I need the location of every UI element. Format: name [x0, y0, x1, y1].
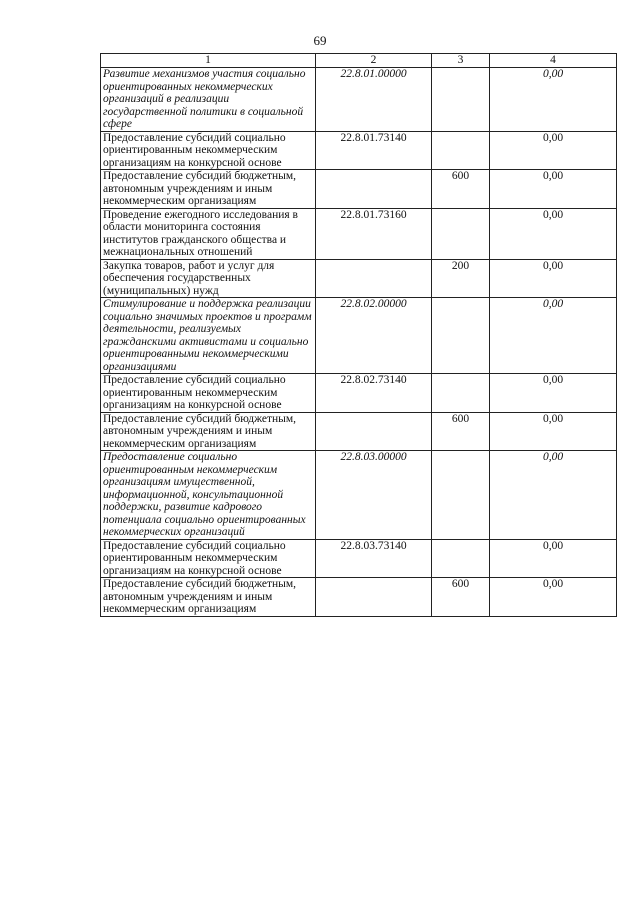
table-row — [101, 170, 617, 209]
cell-name: Предоставление субсидий бюджетным, автономным учреждениям и иным некоммерческим организациям — [101, 170, 316, 209]
cell-name: Проведение ежегодного исследования в области мониторинга состояния институтов гражданского общества и межнациональных отношений — [101, 208, 316, 259]
cell-name: Предоставление субсидий бюджетным, автономным учреждениям и иным некоммерческим организациям — [101, 412, 316, 451]
cell-type — [432, 539, 490, 578]
cell-amount: 0,00 — [490, 539, 617, 578]
cell-type — [432, 68, 490, 132]
cell-type: 600 — [432, 412, 490, 451]
table-row — [101, 374, 617, 413]
budget-table — [100, 53, 617, 617]
cell-name: Предоставление субсидий социально ориентированным некоммерческим организациям на конкурсной основе — [101, 374, 316, 413]
header-col-3: 3 — [432, 54, 490, 68]
cell-name: Предоставление социально ориентированным некоммерческим организациям имущественной, информационной, консультационной поддержки, развитие кадрового потенциала социально ориентированных некоммерческих организаций — [101, 451, 316, 540]
table-header-row — [101, 54, 617, 68]
cell-code: 22.8.01.73140 — [316, 131, 432, 170]
table-row — [101, 412, 617, 451]
header-col-1: 1 — [101, 54, 316, 68]
cell-code: 22.8.02.73140 — [316, 374, 432, 413]
cell-type — [432, 131, 490, 170]
cell-amount: 0,00 — [490, 298, 617, 374]
table-row — [101, 68, 617, 132]
table-row — [101, 298, 617, 374]
cell-type — [432, 298, 490, 374]
table-row — [101, 578, 617, 617]
cell-code — [316, 170, 432, 209]
cell-amount: 0,00 — [490, 412, 617, 451]
cell-amount: 0,00 — [490, 131, 617, 170]
cell-code: 22.8.03.00000 — [316, 451, 432, 540]
cell-code: 22.8.01.00000 — [316, 68, 432, 132]
cell-code — [316, 259, 432, 298]
cell-name: Развитие механизмов участия социально ориентированных некоммерческих организаций в реализации государственной политики в социальной сфере — [101, 68, 316, 132]
table-row — [101, 451, 617, 540]
cell-name: Стимулирование и поддержка реализации социально значимых проектов и программ деятельности, реализуемых гражданскими активистами и социально ориентированными некоммерческими организациями — [101, 298, 316, 374]
cell-code — [316, 412, 432, 451]
header-col-4: 4 — [490, 54, 617, 68]
cell-amount: 0,00 — [490, 259, 617, 298]
table-row — [101, 208, 617, 259]
cell-type: 600 — [432, 578, 490, 617]
cell-type: 600 — [432, 170, 490, 209]
cell-type — [432, 451, 490, 540]
cell-name: Предоставление субсидий бюджетным, автономным учреждениям и иным некоммерческим организациям — [101, 578, 316, 617]
table-row — [101, 539, 617, 578]
cell-amount: 0,00 — [490, 578, 617, 617]
cell-amount: 0,00 — [490, 451, 617, 540]
cell-code — [316, 578, 432, 617]
cell-amount: 0,00 — [490, 170, 617, 209]
table-row — [101, 131, 617, 170]
cell-code: 22.8.01.73160 — [316, 208, 432, 259]
cell-name: Закупка товаров, работ и услуг для обеспечения государственных (муниципальных) нужд — [101, 259, 316, 298]
header-col-2: 2 — [316, 54, 432, 68]
cell-type — [432, 374, 490, 413]
cell-code: 22.8.02.00000 — [316, 298, 432, 374]
table-row — [101, 259, 617, 298]
cell-amount: 0,00 — [490, 374, 617, 413]
cell-name: Предоставление субсидий социально ориентированным некоммерческим организациям на конкурсной основе — [101, 539, 316, 578]
cell-amount: 0,00 — [490, 68, 617, 132]
cell-name: Предоставление субсидий социально ориентированным некоммерческим организациям на конкурсной основе — [101, 131, 316, 170]
cell-code: 22.8.03.73140 — [316, 539, 432, 578]
cell-amount: 0,00 — [490, 208, 617, 259]
cell-type — [432, 208, 490, 259]
cell-type: 200 — [432, 259, 490, 298]
page-number: 69 — [313, 33, 327, 48]
